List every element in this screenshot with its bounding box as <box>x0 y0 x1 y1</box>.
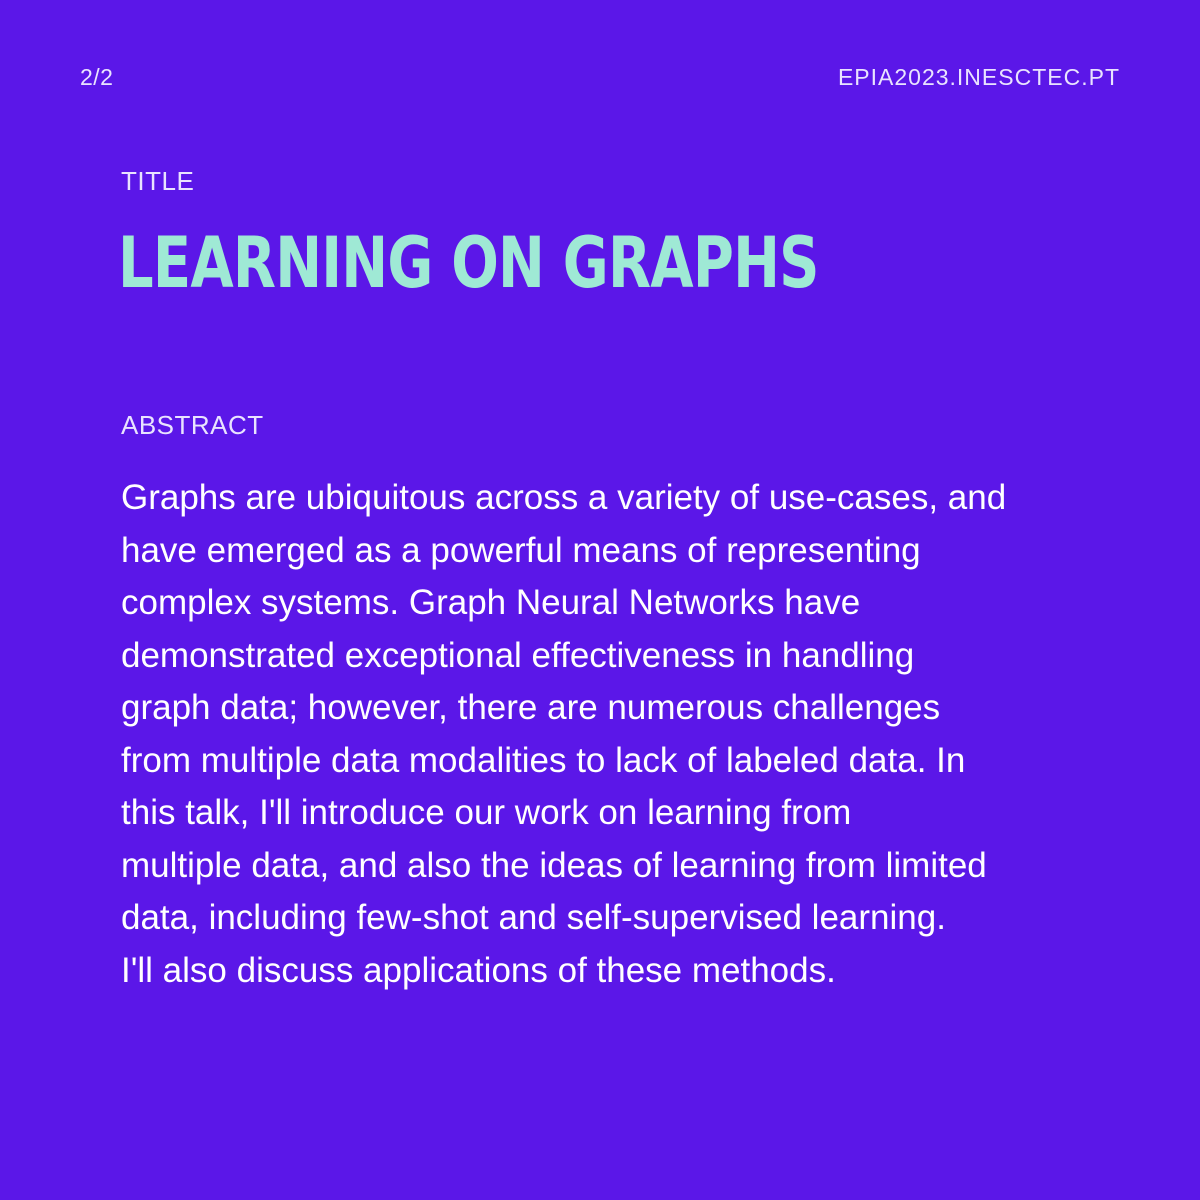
title-label: TITLE <box>121 166 195 196</box>
page-indicator: 2/2 <box>80 64 114 90</box>
site-url: EPIA2023.INESCTEC.PT <box>837 64 1120 90</box>
abstract-text: Graphs are ubiquitous across a variety of use-cases, and have emerged as a powerful means of representing complex systems. Graph Neural Networks have demonstrated exceptional effectiveness in handling graph data; however, there are numerous challenges from multiple data modalities to lack of labeled data. In this talk, I'll introduce our work on learning from multiple data, and also the ideas of learning from limited data, including few-shot and self-supervised learning. I'll also discuss applications of these methods. <box>121 478 1007 990</box>
abstract-label: ABSTRACT <box>121 410 264 440</box>
talk-title: LEARNING ON GRAPHS <box>118 222 819 304</box>
